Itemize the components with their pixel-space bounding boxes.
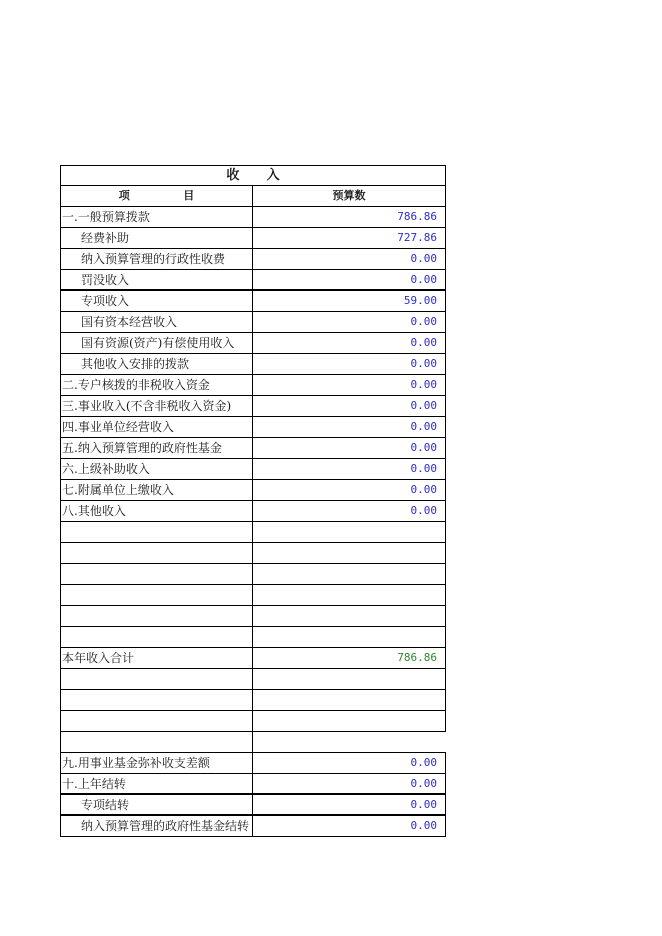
empty-cell[interactable] <box>60 711 253 732</box>
empty-cell[interactable] <box>253 522 446 543</box>
budget-column-header: 预算数 <box>253 186 446 207</box>
empty-cell[interactable] <box>253 711 446 732</box>
total-row <box>60 648 446 669</box>
row-value[interactable]: 0.00 <box>253 333 446 354</box>
row-value[interactable]: 0.00 <box>253 753 446 774</box>
empty-cell[interactable] <box>253 690 446 711</box>
row-value[interactable]: 0.00 <box>253 795 446 816</box>
empty-row <box>60 606 446 627</box>
table-row <box>60 375 446 396</box>
table-row <box>60 774 446 795</box>
empty-cell[interactable] <box>253 606 446 627</box>
row-value[interactable]: 786.86 <box>253 207 446 228</box>
table-row <box>60 228 446 249</box>
table-row <box>60 438 446 459</box>
table-row <box>60 312 446 333</box>
row-label[interactable]: 国有资本经营收入 <box>60 312 253 333</box>
row-value[interactable]: 727.86 <box>253 228 446 249</box>
row-label[interactable]: 纳入预算管理的行政性收费 <box>60 249 253 270</box>
empty-cell[interactable] <box>253 669 446 690</box>
row-label[interactable]: 纳入预算管理的政府性基金结转 <box>60 816 253 837</box>
row-label[interactable]: 其他收入安排的拨款 <box>60 354 253 375</box>
empty-row <box>60 732 446 753</box>
empty-row <box>60 522 446 543</box>
row-value[interactable]: 0.00 <box>253 375 446 396</box>
row-label[interactable]: 专项结转 <box>60 795 253 816</box>
empty-cell[interactable] <box>60 543 253 564</box>
table-row <box>60 459 446 480</box>
row-value[interactable]: 0.00 <box>253 417 446 438</box>
row-label[interactable]: 六.上级补助收入 <box>60 459 253 480</box>
row-label[interactable]: 专项收入 <box>60 291 253 312</box>
empty-row <box>60 543 446 564</box>
empty-cell[interactable] <box>253 543 446 564</box>
empty-row <box>60 690 446 711</box>
row-label[interactable]: 十.上年结转 <box>60 774 253 795</box>
row-label[interactable]: 二.专户核拨的非税收入资金 <box>60 375 253 396</box>
empty-cell[interactable] <box>60 732 253 753</box>
row-value[interactable]: 0.00 <box>253 816 446 837</box>
row-label[interactable]: 国有资源(资产)有偿使用收入 <box>60 333 253 354</box>
row-label[interactable]: 三.事业收入(不含非税收入资金) <box>60 396 253 417</box>
empty-cell[interactable] <box>60 690 253 711</box>
row-value[interactable]: 0.00 <box>253 354 446 375</box>
table-row <box>60 291 446 312</box>
table-row <box>60 753 446 774</box>
table-row <box>60 333 446 354</box>
empty-cell[interactable] <box>60 585 253 606</box>
header-row <box>60 186 446 207</box>
empty-row <box>60 564 446 585</box>
row-label[interactable]: 七.附属单位上缴收入 <box>60 480 253 501</box>
total-value[interactable]: 786.86 <box>253 648 446 669</box>
table-row <box>60 207 446 228</box>
row-label[interactable]: 一.一般预算拨款 <box>60 207 253 228</box>
empty-cell[interactable] <box>60 627 253 648</box>
row-value[interactable]: 0.00 <box>253 459 446 480</box>
row-label[interactable]: 八.其他收入 <box>60 501 253 522</box>
table-row <box>60 795 446 816</box>
row-label[interactable]: 五.纳入预算管理的政府性基金 <box>60 438 253 459</box>
row-value[interactable]: 0.00 <box>253 270 446 291</box>
row-value[interactable]: 0.00 <box>253 774 446 795</box>
table-title: 收 入 <box>60 165 446 186</box>
empty-row <box>60 585 446 606</box>
empty-cell[interactable] <box>253 585 446 606</box>
table-row <box>60 816 446 837</box>
table-row <box>60 270 446 291</box>
item-column-header: 项 目 <box>60 186 253 207</box>
row-label[interactable]: 四.事业单位经营收入 <box>60 417 253 438</box>
table-row <box>60 396 446 417</box>
empty-cell[interactable] <box>60 669 253 690</box>
empty-cell[interactable] <box>253 564 446 585</box>
row-value[interactable]: 59.00 <box>253 291 446 312</box>
empty-cell[interactable] <box>60 606 253 627</box>
row-label[interactable]: 九.用事业基金弥补收支差额 <box>60 753 253 774</box>
empty-cell[interactable] <box>253 732 446 753</box>
table-row <box>60 417 446 438</box>
row-value[interactable]: 0.00 <box>253 312 446 333</box>
table-row <box>60 480 446 501</box>
table-row <box>60 249 446 270</box>
row-value[interactable]: 0.00 <box>253 249 446 270</box>
empty-cell[interactable] <box>253 627 446 648</box>
empty-row <box>60 627 446 648</box>
empty-cell[interactable] <box>60 564 253 585</box>
row-value[interactable]: 0.00 <box>253 480 446 501</box>
income-budget-table <box>60 165 446 837</box>
row-value[interactable]: 0.00 <box>253 396 446 417</box>
table-row <box>60 354 446 375</box>
row-label[interactable]: 经费补助 <box>60 228 253 249</box>
row-value[interactable]: 0.00 <box>253 501 446 522</box>
row-value[interactable]: 0.00 <box>253 438 446 459</box>
empty-cell[interactable] <box>60 522 253 543</box>
empty-row <box>60 669 446 690</box>
row-label[interactable]: 罚没收入 <box>60 270 253 291</box>
total-label[interactable]: 本年收入合计 <box>60 648 253 669</box>
table-row <box>60 501 446 522</box>
empty-row <box>60 711 446 732</box>
